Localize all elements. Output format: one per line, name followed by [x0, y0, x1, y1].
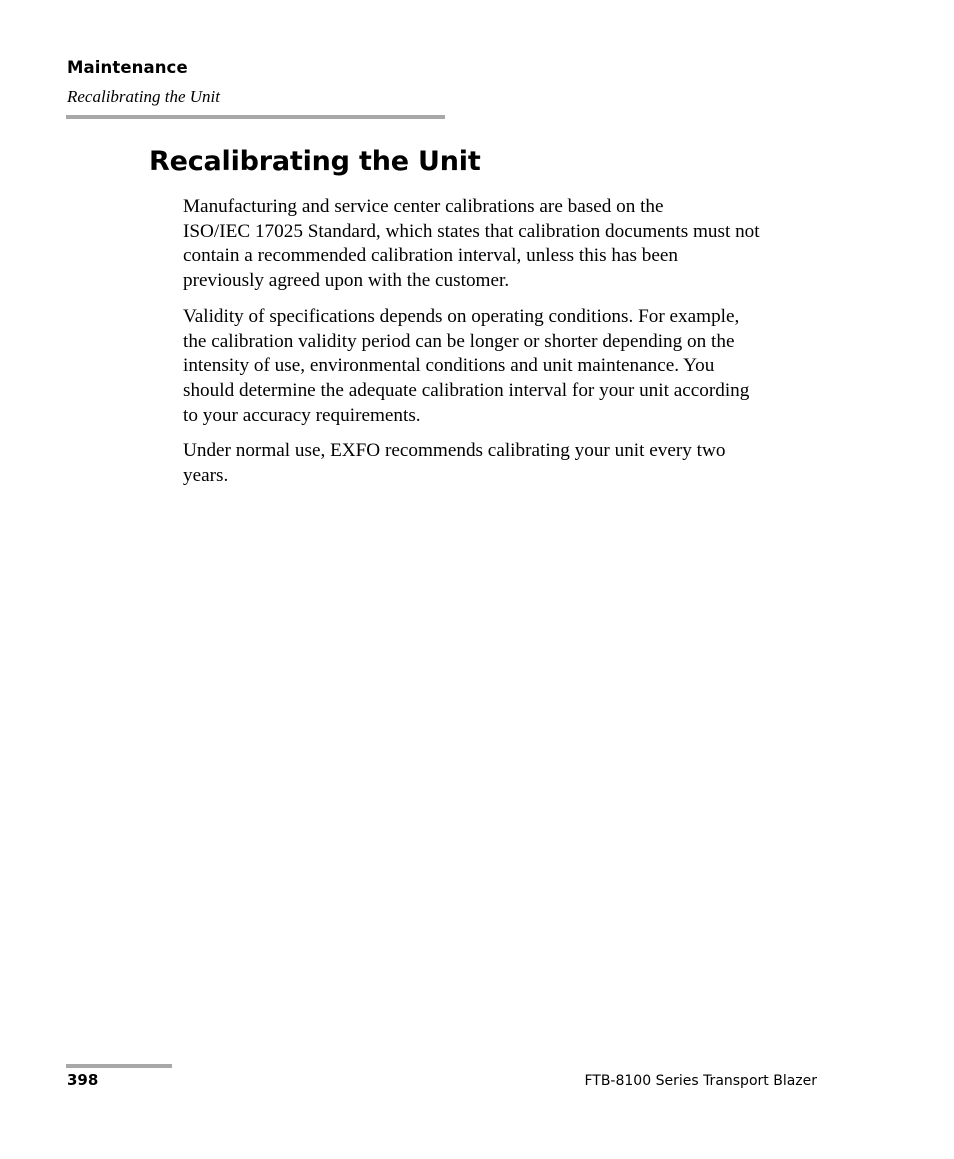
footer-document-title: FTB-8100 Series Transport Blazer — [584, 1073, 817, 1089]
text-line: to your accuracy requirements. — [183, 404, 421, 426]
page-title: Recalibrating the Unit — [149, 146, 481, 177]
header-chapter-title: Maintenance — [67, 58, 188, 77]
paragraph-recommendation — [183, 439, 823, 488]
text-line: years. — [183, 465, 229, 487]
text-line: should determine the adequate calibration interval for your unit according — [183, 379, 750, 401]
text-line: Under normal use, EXFO recommends calibrating your unit every two — [183, 440, 726, 462]
body-text — [183, 195, 823, 500]
footer-divider — [66, 1064, 172, 1068]
page-number: 398 — [67, 1071, 99, 1089]
text-line: intensity of use, environmental conditions and unit maintenance. You — [183, 355, 715, 377]
paragraph-validity — [183, 305, 823, 429]
header-divider — [66, 115, 445, 119]
text-line: previously agreed upon with the customer. — [183, 270, 510, 292]
header-section-title: Recalibrating the Unit — [67, 87, 220, 106]
text-line: contain a recommended calibration interval, unless this has been — [183, 245, 678, 267]
text-line: the calibration validity period can be longer or shorter depending on the — [183, 330, 735, 352]
text-line: Validity of specifications depends on operating conditions. For example, — [183, 305, 740, 327]
text-line: Manufacturing and service center calibrations are based on the — [183, 196, 664, 217]
text-line: ISO/IEC 17025 Standard, which states that calibration documents must not — [183, 220, 760, 242]
paragraph-calibration-standard — [183, 195, 823, 294]
